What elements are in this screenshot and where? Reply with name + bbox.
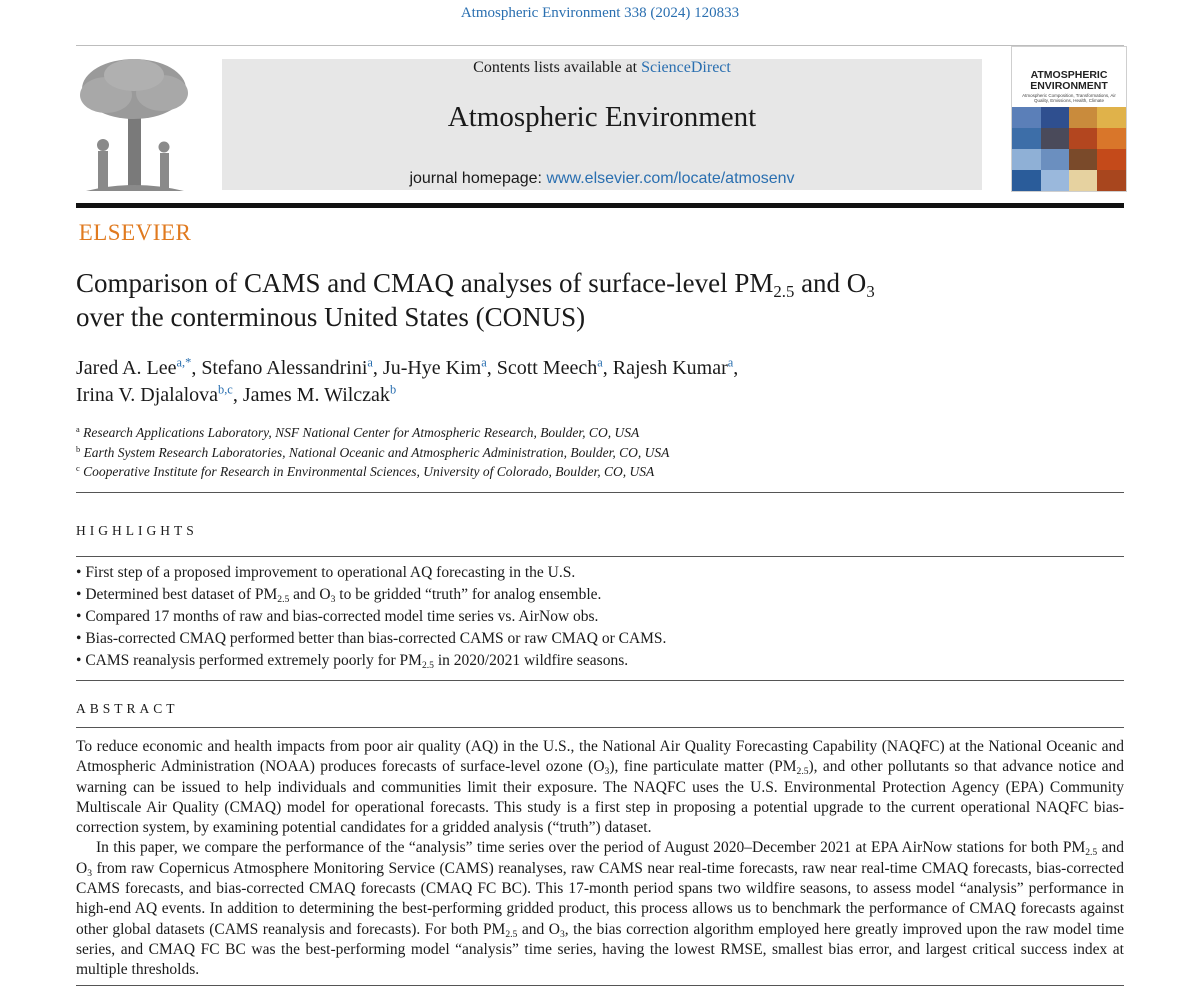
abstract-text: In this paper, we compare the performance of the “analysis” time series over the period of August 2020–December 2021 at EPA AirNow stations for both PM [96, 839, 1086, 857]
homepage-line [222, 170, 982, 188]
affiliation-mark: a [76, 424, 80, 434]
affiliation-item [76, 462, 1124, 482]
highlight-item [76, 562, 1124, 584]
abstract-subscript: 2.5 [505, 928, 518, 940]
highlight-text: Determined best dataset of PM [85, 586, 278, 603]
author-separator: , [191, 357, 202, 379]
affiliation-mark: b [76, 444, 81, 454]
elsevier-tree-icon [76, 55, 194, 215]
highlight-text: Bias-corrected CMAQ performed better than bias-corrected CAMS or raw CMAQ or CAMS. [85, 630, 667, 647]
author-affil-mark[interactable]: a,* [176, 355, 192, 370]
highlight-item [76, 650, 1124, 672]
abstract-text: To reduce economic and health impacts from poor air quality (AQ) in the U.S., the National Air Quality Forecasting Capability (NAQFC) at the National Oceanic and Atmospheric Administration (NOAA) produces forecasts of surface-level ozone (O [76, 738, 1124, 776]
cover-title [1012, 70, 1126, 92]
journal-name: Atmospheric Environment [447, 101, 757, 133]
bullet-icon: • [76, 652, 82, 669]
elsevier-logo [76, 55, 194, 245]
cover-title-line2: ENVIRONMENT [1030, 80, 1108, 92]
affiliation-text: Cooperative Institute for Research in Environmental Sciences, University of Colorado, Boulder, CO, USA [83, 464, 655, 479]
title-part2: and O [794, 268, 867, 298]
highlight-text: CAMS reanalysis performed extremely poorly for PM [85, 652, 422, 669]
author-list [76, 355, 1124, 409]
abstract-text: and O [76, 839, 1124, 877]
highlight-item [76, 628, 1124, 650]
author-separator: , [232, 384, 243, 406]
journal-cover[interactable] [1011, 46, 1127, 192]
bullet-icon: • [76, 586, 82, 603]
cover-title-line1: ATMOSPHERIC [1030, 69, 1108, 81]
journal-banner [222, 59, 982, 190]
header-top-rule [76, 45, 1124, 46]
highlight-subscript: 2.5 [421, 659, 434, 671]
contents-prefix: Contents lists available at [473, 59, 638, 76]
cover-image-collage [1012, 107, 1126, 191]
author-affil-mark[interactable]: b [389, 382, 397, 397]
section-divider [76, 680, 1124, 681]
header-bottom-rule [76, 203, 1124, 208]
highlight-subscript: 2.5 [277, 593, 290, 605]
abstract-text: ), fine particulate matter (PM [609, 758, 797, 776]
affiliation-item [76, 443, 1124, 463]
affiliation-text: Earth System Research Laboratories, National Oceanic and Atmospheric Administration, Boulder, CO, USA [83, 444, 670, 460]
author-name[interactable]: Scott Meech [496, 357, 598, 379]
abstract-subscript: 2.5 [1085, 847, 1098, 859]
title-part1: Comparison of CAMS and CMAQ analyses of surface-level PM [76, 268, 774, 298]
author-name[interactable]: Jared A. Lee [76, 357, 177, 379]
bullet-icon: • [76, 630, 82, 647]
abstract-paragraph [76, 737, 1124, 838]
author-separator: , [486, 357, 497, 379]
homepage-link[interactable]: www.elsevier.com/locate/atmosenv [546, 170, 795, 187]
abstract-subscript: 3 [559, 928, 565, 940]
author-separator: , [372, 357, 383, 379]
contents-line [222, 59, 982, 77]
article-title [76, 266, 1076, 334]
highlight-text: to be gridded “truth” for analog ensemble. [335, 586, 602, 603]
affiliation-text: Research Applications Laboratory, NSF National Center for Atmospheric Research, Boulder, CO, USA [83, 425, 640, 440]
author-separator: , [602, 357, 613, 379]
abstract-paragraph [76, 838, 1124, 980]
title-pm-subscript: 2.5 [773, 282, 795, 302]
abstract-text: ), and other pollutants so that advance notice and warning can be issued to help individuals and communities limit their exposure. The NAQFC uses the U.S. Environmental Protection Agency (EPA) Community Multiscale Air Quality (CMAQ) model for operational forecasts. This study is a first step in proposing a potential upgrade to the current operational NAQFC bias-correction system, by examining potential candidates for a gridded analysis (“truth”) dataset. [76, 758, 1124, 837]
abstract-subscript: 3 [87, 867, 92, 879]
bullet-icon: • [76, 608, 82, 625]
author-affil-mark[interactable]: a [481, 355, 487, 370]
highlight-item [76, 584, 1124, 606]
abstract-text: , the bias correction algorithm employed here greatly improved upon the raw model time series, and CMAQ FC BC was the best-performing model “analysis” time series, having the lowest RMSE, smallest bias error, and largest critical success index at multiple thresholds. [76, 920, 1124, 979]
cover-subtitle: Atmospheric Composition, Transformations, Air Quality, Emissions, Health, Climate [1022, 93, 1116, 103]
abstract-body [76, 737, 1124, 981]
highlight-text: in 2020/2021 wildfire seasons. [433, 652, 629, 669]
section-divider [76, 727, 1124, 728]
author-name[interactable]: Irina V. Djalalova [76, 384, 219, 406]
author-affil-mark[interactable]: a [597, 355, 603, 370]
abstract-text: from raw Copernicus Atmosphere Monitoring Service (CAMS) reanalyses, raw CAMS near real-time forecasts, raw near real-time CMAQ forecasts, bias-corrected CAMS forecasts, and bias-corrected CMAQ forecasts (CMAQ FC BC). This 17-month period spans two wildfire seasons, to assess model “analysis” performance in high-end AQ events. In addition to determining the best-performing gridded product, this process allows us to benchmark the performance of CMAQ forecasts against other global datasets (CAMS reanalysis and forecasts). For both PM [76, 859, 1124, 938]
title-line2: over the conterminous United States (CONUS) [76, 302, 586, 332]
sciencedirect-link[interactable]: ScienceDirect [641, 59, 731, 76]
author-name[interactable]: Rajesh Kumar [612, 357, 728, 379]
bullet-icon: • [76, 564, 82, 581]
author-affil-mark[interactable]: b,c [218, 382, 233, 397]
highlight-item [76, 606, 1124, 628]
highlight-subscript: 3 [330, 593, 336, 605]
highlights-heading: HIGHLIGHTS [76, 523, 198, 538]
highlight-text: and O [289, 586, 331, 603]
section-divider [76, 492, 1124, 493]
affiliation-list [76, 423, 1124, 482]
highlights-list [76, 562, 1124, 672]
section-divider [76, 985, 1124, 986]
section-divider [76, 556, 1124, 557]
author-affil-mark[interactable]: a [367, 355, 373, 370]
highlight-text: First step of a proposed improvement to operational AQ forecasting in the U.S. [85, 564, 576, 581]
abstract-heading: ABSTRACT [76, 701, 179, 716]
author-name[interactable]: Stefano Alessandrini [201, 357, 368, 379]
homepage-prefix: journal homepage: [409, 170, 542, 187]
author-name[interactable]: Ju-Hye Kim [382, 357, 482, 379]
title-o3-subscript: 3 [866, 282, 875, 302]
author-affil-mark[interactable]: a [727, 355, 734, 370]
abstract-text: and O [517, 920, 560, 938]
affiliation-item [76, 423, 1124, 443]
elsevier-wordmark: ELSEVIER [78, 220, 192, 245]
affiliation-mark: c [76, 463, 80, 473]
abstract-subscript: 2.5 [796, 766, 809, 778]
author-separator: , [733, 357, 739, 379]
author-name[interactable]: James M. Wilczak [242, 384, 390, 406]
abstract-subscript: 3 [604, 766, 610, 778]
journal-citation[interactable]: Atmospheric Environment 338 (2024) 120833 [460, 5, 740, 21]
highlight-text: Compared 17 months of raw and bias-corrected model time series vs. AirNow obs. [85, 608, 599, 625]
